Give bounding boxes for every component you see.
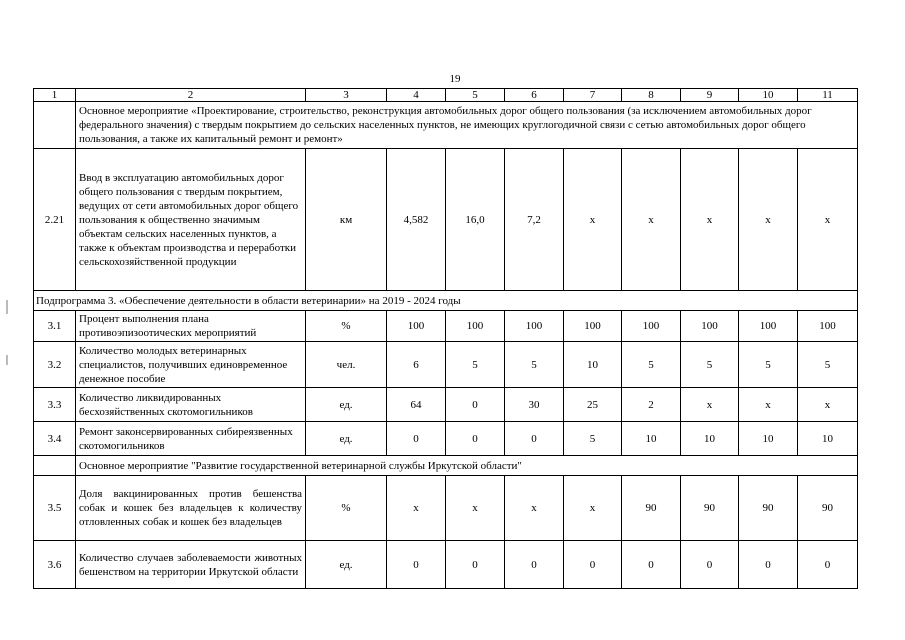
column-header: 2 [76,89,306,102]
column-header: 5 [446,89,505,102]
value-cell: 90 [681,476,739,541]
value-cell: 0 [387,422,446,456]
value-cell: х [739,388,798,422]
value-cell: 10 [564,342,622,388]
indicator-name: Процент выполнения плана противоэпизоотических мероприятий [76,311,306,342]
value-cell: 10 [681,422,739,456]
value-cell: 10 [622,422,681,456]
column-header: 4 [387,89,446,102]
column-header: 1 [34,89,76,102]
value-cell: 64 [387,388,446,422]
column-header: 10 [739,89,798,102]
value-cell: 5 [622,342,681,388]
unit-cell: чел. [306,342,387,388]
value-cell: 100 [622,311,681,342]
row-number: 3.5 [34,476,76,541]
value-cell: 100 [564,311,622,342]
page-number: 19 [449,73,461,85]
section-row [34,102,858,149]
value-cell: 10 [798,422,858,456]
empty-cell [34,102,76,149]
value-cell: 0 [446,388,505,422]
value-cell: 30 [505,388,564,422]
value-cell: 0 [505,541,564,589]
table-row [34,149,858,291]
value-cell: 2 [622,388,681,422]
table-row [34,388,858,422]
value-cell: 5 [681,342,739,388]
value-cell: х [681,149,739,291]
value-cell: х [739,149,798,291]
value-cell: 0 [739,541,798,589]
value-cell: 5 [505,342,564,388]
value-cell: 90 [798,476,858,541]
value-cell: 5 [798,342,858,388]
empty-cell [34,456,76,476]
value-cell: х [505,476,564,541]
value-cell: 0 [387,541,446,589]
main-activity-roads: Основное мероприятие «Проектирование, строительство, реконструкция автомобильных дорог общего пользования (за исключением автомобильных дорог федерального значения) с твердым покрытием до сельских населенных пунктов, не имеющих круглогодичной связи с сетью автомобильных дорог общего пользования, а также их капитальный ремонт и ремонт» [76,102,858,149]
section-row [34,456,858,476]
table-row [34,541,858,589]
subprogram-title: Подпрограмма 3. «Обеспечение деятельности в области ветеринарии» на 2019 - 2024 годы [34,291,858,311]
column-header: 11 [798,89,858,102]
indicator-name: Количество случаев заболеваемости животных бешенством на территории Иркутской области [76,541,306,589]
table-row [34,422,858,456]
value-cell: х [798,149,858,291]
value-cell: х [798,388,858,422]
value-cell: 100 [681,311,739,342]
value-cell: 0 [681,541,739,589]
value-cell: 90 [739,476,798,541]
value-cell: 5 [564,422,622,456]
column-header: 9 [681,89,739,102]
unit-cell: % [306,311,387,342]
row-number: 3.1 [34,311,76,342]
value-cell: 7,2 [505,149,564,291]
scan-edge-mark [6,300,8,314]
section-row [34,291,858,311]
column-header: 6 [505,89,564,102]
row-number: 3.4 [34,422,76,456]
row-number: 2.21 [34,149,76,291]
value-cell: х [564,476,622,541]
value-cell: 4,582 [387,149,446,291]
value-cell: 100 [505,311,564,342]
value-cell: 5 [739,342,798,388]
row-number: 3.3 [34,388,76,422]
indicator-name: Доля вакцинированных против бешенства собак и кошек без владельцев к количеству отловленных собак и кошек без владельцев [76,476,306,541]
scan-edge-mark [6,355,8,365]
row-number: 3.2 [34,342,76,388]
value-cell: 100 [446,311,505,342]
unit-cell: ед. [306,422,387,456]
value-cell: 100 [387,311,446,342]
indicator-name: Количество молодых ветеринарных специалистов, получивших единовременное денежное пособие [76,342,306,388]
unit-cell: ед. [306,388,387,422]
value-cell: 6 [387,342,446,388]
value-cell: 16,0 [446,149,505,291]
column-header: 8 [622,89,681,102]
column-header: 7 [564,89,622,102]
table-row [34,311,858,342]
value-cell: 0 [798,541,858,589]
value-cell: 0 [564,541,622,589]
value-cell: 25 [564,388,622,422]
row-number: 3.6 [34,541,76,589]
value-cell: х [622,149,681,291]
value-cell: х [564,149,622,291]
column-header: 3 [306,89,387,102]
indicators-table [33,88,858,589]
indicator-name: Ремонт законсервированных сибиреязвенных скотомогильников [76,422,306,456]
value-cell: 0 [622,541,681,589]
table-row [34,476,858,541]
unit-cell: ед. [306,541,387,589]
value-cell: 10 [739,422,798,456]
value-cell: 100 [739,311,798,342]
unit-cell: км [306,149,387,291]
unit-cell: % [306,476,387,541]
table-row [34,342,858,388]
value-cell: 90 [622,476,681,541]
value-cell: х [387,476,446,541]
indicator-name: Количество ликвидированных бесхозяйственных скотомогильников [76,388,306,422]
column-header-row [34,89,858,102]
main-activity-vet-service: Основное мероприятие "Развитие государственной ветеринарной службы Иркутской области" [76,456,858,476]
value-cell: 0 [446,541,505,589]
value-cell: 0 [505,422,564,456]
value-cell: 100 [798,311,858,342]
value-cell: х [446,476,505,541]
indicator-name: Ввод в эксплуатацию автомобильных дорог общего пользования с твердым покрытием, ведущих от сети автомобильных дорог общего пользования к общественно значимым объектам сельских населенных пунктов, а также к объектам производства и переработки сельскохозяйственной продукции [76,149,306,291]
value-cell: 5 [446,342,505,388]
value-cell: х [681,388,739,422]
value-cell: 0 [446,422,505,456]
